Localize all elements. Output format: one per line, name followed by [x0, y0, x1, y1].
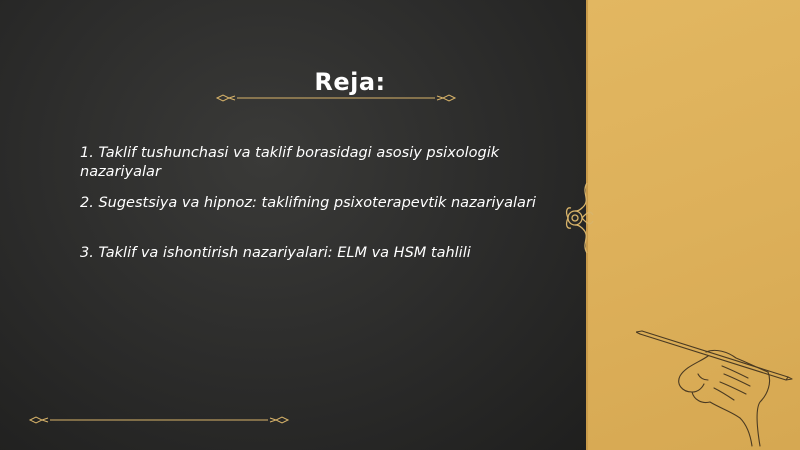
agenda-item-3: 3. Taklif va ishontirish nazariyalari: ELM va HSM tahlili — [80, 245, 471, 261]
scroll-flourish-icon — [561, 181, 595, 255]
agenda-item-1: 1. Taklif tushunchasi va taklif borasidagi asosiy psixologik nazariyalar — [80, 145, 500, 180]
hand-holding-pen-icon — [636, 322, 796, 450]
ornamental-divider-icon — [28, 413, 290, 427]
slide-title: Reja: — [314, 68, 386, 96]
agenda-item-2: 2. Sugestsiya va hipnoz: taklifning psixoterapevtik nazariyalari — [80, 195, 536, 211]
ornamental-divider-icon — [215, 91, 457, 105]
